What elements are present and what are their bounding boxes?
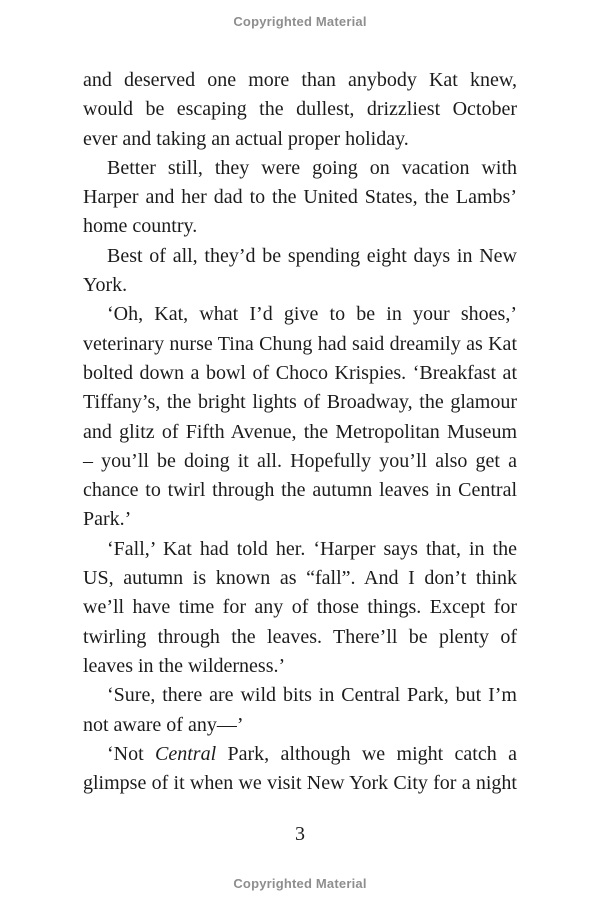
- text-line: [83, 564, 517, 593]
- text-segment: Harper and her dad to the United States, the Lambs’: [83, 186, 517, 209]
- text-segment: and deserved one more than anybody Kat knew,: [83, 69, 517, 91]
- paragraph: [83, 681, 517, 740]
- text-line: [83, 418, 517, 447]
- paragraph: [83, 740, 517, 799]
- text-line: [83, 242, 517, 271]
- text-line: [83, 476, 517, 505]
- text-segment: would be escaping the dullest, drizzliest October: [83, 98, 517, 121]
- text-line: [83, 300, 517, 329]
- text-segment: ‘Not: [107, 742, 156, 765]
- body-text: [83, 66, 517, 798]
- text-line: [83, 271, 517, 300]
- text-line: [83, 330, 517, 359]
- text-line: [83, 623, 517, 652]
- text-segment: and glitz of Fifth Avenue, the Metropolitan Museum: [83, 420, 517, 443]
- text-segment: twirling through the leaves. There’ll be plenty of: [83, 625, 517, 648]
- text-segment: ‘Fall,’ Kat had told her. ‘Harper says that, in the: [107, 537, 517, 560]
- text-line: [83, 359, 517, 388]
- text-line: [83, 681, 517, 710]
- copyright-notice-top: Copyrighted Material: [233, 14, 367, 29]
- text-segment: ever and taking an actual proper holiday.: [83, 127, 409, 150]
- text-line: [83, 593, 517, 622]
- text-segment: Park, although we might catch a: [216, 742, 517, 765]
- text-segment: home country.: [83, 215, 198, 238]
- text-segment: ‘Oh, Kat, what I’d give to be in your shoes,’: [107, 303, 517, 326]
- text-line: [83, 388, 517, 417]
- text-line: [83, 212, 517, 241]
- text-segment: Park.’: [83, 508, 132, 531]
- paragraph: [83, 300, 517, 534]
- text-segment: we’ll have time for any of those things. Except for: [83, 596, 517, 619]
- text-line: [83, 769, 517, 798]
- italic-text: Central: [155, 742, 217, 765]
- text-line: [83, 154, 517, 183]
- text-segment: ‘Sure, there are wild bits in Central Park, but I’m: [107, 684, 517, 707]
- text-segment: – you’ll be doing it all. Hopefully you’ll also get a: [83, 449, 517, 472]
- text-segment: Tiffany’s, the bright lights of Broadway, the glamour: [83, 391, 517, 414]
- text-line: [83, 740, 517, 769]
- text-segment: York.: [83, 274, 128, 297]
- text-line: [83, 711, 517, 740]
- text-segment: not aware of any—’: [83, 713, 244, 736]
- text-segment: leaves in the wilderness.’: [83, 654, 286, 677]
- text-segment: US, autumn is known as “fall”. And I don’t think: [83, 567, 517, 590]
- text-segment: glimpse of it when we visit New York City for a night: [83, 772, 517, 795]
- text-line: [83, 447, 517, 476]
- text-line: [83, 505, 517, 534]
- paragraph: [83, 154, 517, 242]
- text-segment: bolted down a bowl of Choco Krispies. ‘Breakfast at: [83, 361, 517, 384]
- paragraph: [83, 535, 517, 681]
- paragraph: [83, 242, 517, 301]
- text-line: [83, 95, 517, 124]
- copyright-notice-bottom: Copyrighted Material: [233, 876, 367, 891]
- text-line: [83, 652, 517, 681]
- text-line: [83, 183, 517, 212]
- text-line: [83, 125, 517, 154]
- text-line: [83, 535, 517, 564]
- text-segment: chance to twirl through the autumn leaves in Central: [83, 479, 517, 502]
- paragraph: [83, 66, 517, 154]
- text-segment: Best of all, they’d be spending eight days in New: [107, 244, 517, 267]
- text-segment: Better still, they were going on vacation with: [107, 156, 517, 179]
- text-line: [83, 66, 517, 95]
- page-number: 3: [295, 823, 305, 845]
- text-segment: veterinary nurse Tina Chung had said dreamily as Kat: [83, 332, 517, 355]
